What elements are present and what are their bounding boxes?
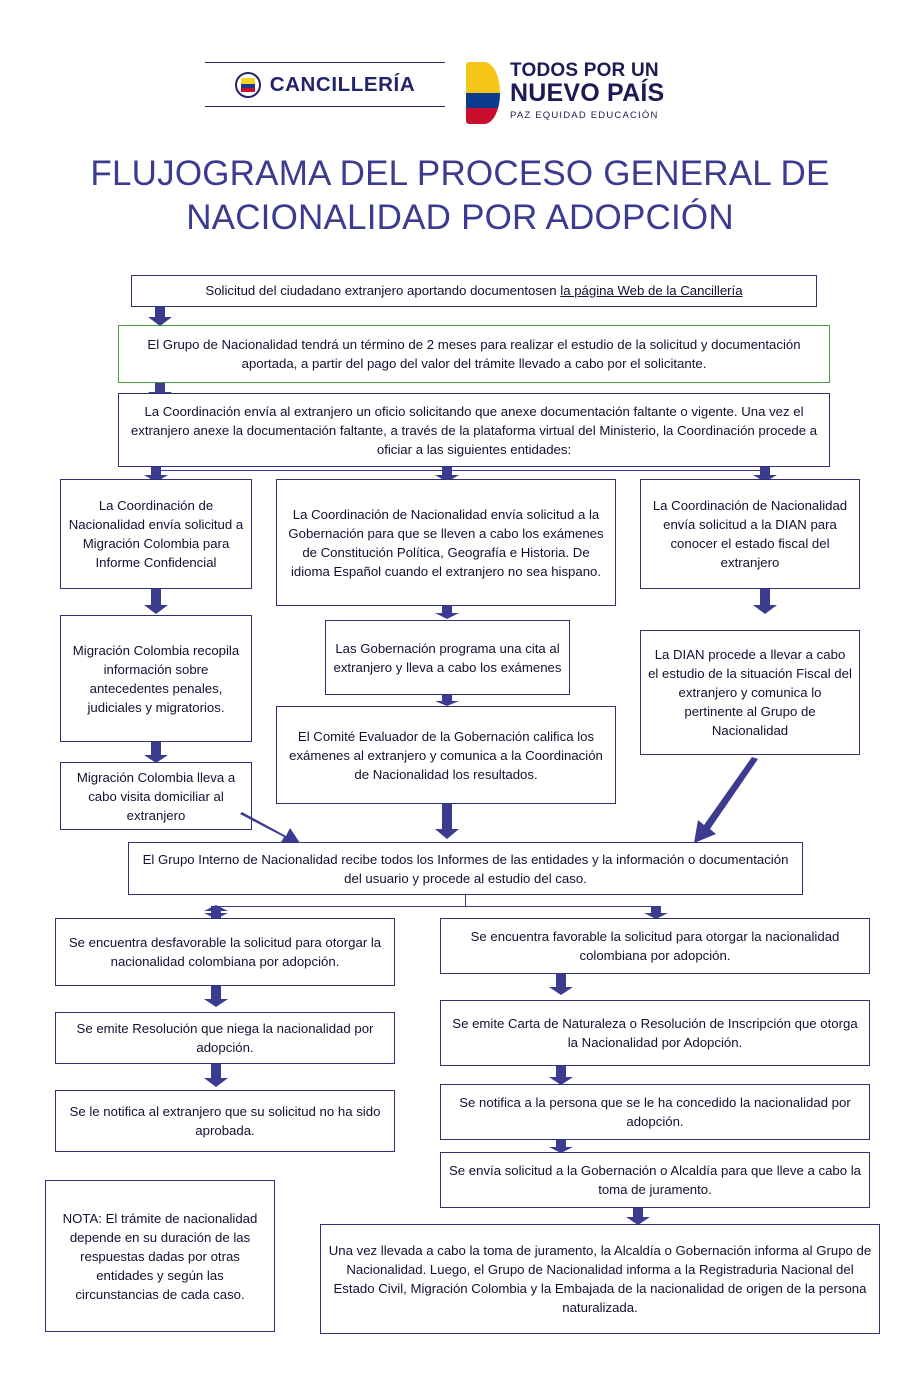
cancilleria-logo — [200, 62, 450, 107]
flow-node-visita-domiciliaria — [60, 762, 252, 830]
flow-node-nota — [45, 1180, 275, 1332]
flow-node-termino-2meses-text: El Grupo de Nacionalidad tendrá un término de 2 meses para realizar el estudio de la solicitud y documentación aportada, a partir del pago del valor del trámite llevado a cabo por el solicitante. — [147, 337, 801, 371]
page-title-line1: FLUJOGRAMA DEL PROCESO GENERAL DE — [90, 154, 830, 193]
arrow-down-3 — [143, 589, 169, 615]
colombia-seal-icon — [235, 72, 261, 98]
flow-node-comite-evaluador-text: El Comité Evaluador de la Gobernación califica los exámenes al extranjero y comunica a la Coordinación de Nacionalidad los resultados. — [289, 728, 603, 782]
campaign-line3: PAZ EQUIDAD EDUCACIÓN — [510, 110, 659, 121]
flow-node-notifica-concedida-text: Se notifica a la persona que se le ha concedido la nacionalidad por adopción. — [459, 1095, 851, 1129]
arrow-down-8 — [434, 804, 460, 840]
page-title-line2: NACIONALIDAD POR ADOPCIÓN — [186, 198, 734, 237]
page-title — [0, 152, 920, 240]
gov-campaign-logo — [466, 58, 686, 128]
flow-node-migracion-solicitud — [60, 479, 252, 589]
flow-node-nota-text: NOTA: El trámite de nacionalidad depende en su duración de las respuestas dadas por otras entidades y según las circunstancias de cada caso. — [62, 1210, 258, 1302]
flow-node-favorable — [440, 918, 870, 974]
flow-node-informe-final — [320, 1224, 880, 1334]
cancilleria-label: CANCILLERÍA — [269, 73, 416, 96]
campaign-line2: NUEVO PAÍS — [510, 79, 665, 107]
page-header — [0, 0, 920, 150]
flow-node-dian-estudio — [640, 630, 860, 755]
flow-node-migracion-solicitud-text: La Coordinación de Nacionalidad envía solicitud a Migración Colombia para Informe Confidencial — [68, 498, 244, 570]
arrow-down-11 — [203, 1064, 229, 1088]
arrow-diagonal-right — [680, 757, 760, 845]
flow-node-solicitud-text: Solicitud del ciudadano extranjero aportando documentosen — [205, 283, 561, 298]
split-line-horizontal — [215, 906, 655, 907]
flow-node-resolucion-niega — [55, 1012, 395, 1064]
flow-node-carta-naturaleza-text: Se emite Carta de Naturaleza o Resolución de Inscripción que otorga la Nacionalidad por Adopción. — [452, 1016, 858, 1050]
arrow-down-12 — [548, 1066, 574, 1086]
flow-node-dian-solicitud — [640, 479, 860, 589]
flow-node-gobernacion-cita-text: Las Gobernación programa una cita al extranjero y lleva a cabo los exámenes — [333, 640, 562, 675]
arrow-down-1 — [147, 307, 173, 327]
flow-node-desfavorable — [55, 918, 395, 986]
flow-node-toma-juramento — [440, 1152, 870, 1208]
arrow-down-4 — [434, 606, 460, 620]
flow-node-notifica-no-aprobada — [55, 1090, 395, 1152]
flow-node-toma-juramento-text: Se envía solicitud a la Gobernación o Alcaldía para que lleve a cabo la toma de juramento. — [448, 1163, 861, 1197]
flow-node-migracion-antecedentes-text: Migración Colombia recopila información sobre antecedentes penales, judiciales y migratorios. — [72, 642, 240, 715]
flow-node-comite-evaluador — [276, 706, 616, 804]
split-line-stub-center — [465, 895, 466, 906]
colombia-flag-icon — [466, 62, 500, 124]
flow-node-oficio-documentacion — [118, 393, 830, 467]
arrow-down-5 — [752, 589, 778, 615]
flow-node-desfavorable-text: Se encuentra desfavorable la solicitud para otorgar la nacionalidad colombiana por adopción. — [68, 935, 382, 969]
flow-node-dian-estudio-text: La DIAN procede a llevar a cabo el estudio de la situación Fiscal del extranjero y comunica lo pertinente al Grupo de Nacionalidad — [648, 647, 852, 738]
divider-bottom — [205, 106, 445, 107]
flow-node-solicitud — [131, 275, 817, 307]
flow-node-gobernacion-examenes-solicitud-text: La Coordinación de Nacionalidad envía solicitud a la Gobernación para que se lleven a cabo los exámenes de Constitución Política, Geografía e Historia. De idioma Español cuando el extranjero no sea hispano. — [288, 506, 604, 579]
flow-node-notifica-no-aprobada-text: Se le notifica al extranjero que su solicitud no ha sido aprobada. — [69, 1104, 381, 1138]
flow-node-visita-domiciliaria-text: Migración Colombia lleva a cabo visita domiciliar al extranjero — [76, 769, 236, 823]
arrow-down-6 — [143, 742, 169, 764]
flow-node-favorable-text: Se encuentra favorable la solicitud para otorgar la nacionalidad colombiana por adopción. — [470, 929, 840, 963]
flow-node-notifica-concedida — [440, 1084, 870, 1140]
flow-node-resolucion-niega-text: Se emite Resolución que niega la nacionalidad por adopción. — [76, 1021, 374, 1055]
flow-node-oficio-documentacion-text: La Coordinación envía al extranjero un oficio solicitando que anexe documentación faltante o vigente. Una vez el extranjero anexe la documentación faltante, a través de la plataforma virtual del Ministerio, la Coordinación procede a oficiar a las siguientes entidades: — [130, 403, 818, 457]
flow-node-termino-2meses — [118, 325, 830, 383]
flow-node-grupo-interno-estudio-text: El Grupo Interno de Nacionalidad recibe todos los Informes de las entidades y la información o documentación del usuario y procede al estudio del caso. — [142, 851, 789, 886]
flow-node-solicitud-link: la página Web de la Cancillería — [560, 283, 743, 298]
flow-node-informe-final-text: Una vez llevada a cabo la toma de juramento, la Alcaldía o Gobernación informa al Grupo de Nacionalidad. Luego, el Grupo de Nacionalidad informa a la Registraduria Nacional del Estado Civil, Migración Colombia y la Embajada de la nacionalidad de origen de la persona naturalizada. — [328, 1243, 872, 1315]
flow-node-dian-solicitud-text: La Coordinación de Nacionalidad envía solicitud a la DIAN para conocer el estado fiscal del extranjero — [652, 498, 848, 570]
flow-node-gobernacion-cita — [325, 620, 570, 695]
arrow-down-9 — [203, 986, 229, 1008]
flow-node-migracion-antecedentes — [60, 615, 252, 742]
flow-node-carta-naturaleza — [440, 1000, 870, 1066]
campaign-line1: TODOS POR UN — [510, 60, 659, 81]
flow-node-gobernacion-examenes-solicitud — [276, 479, 616, 606]
branch-line-horizontal — [155, 470, 765, 471]
arrow-down-10 — [548, 974, 574, 996]
flow-node-grupo-interno-estudio — [128, 842, 803, 895]
